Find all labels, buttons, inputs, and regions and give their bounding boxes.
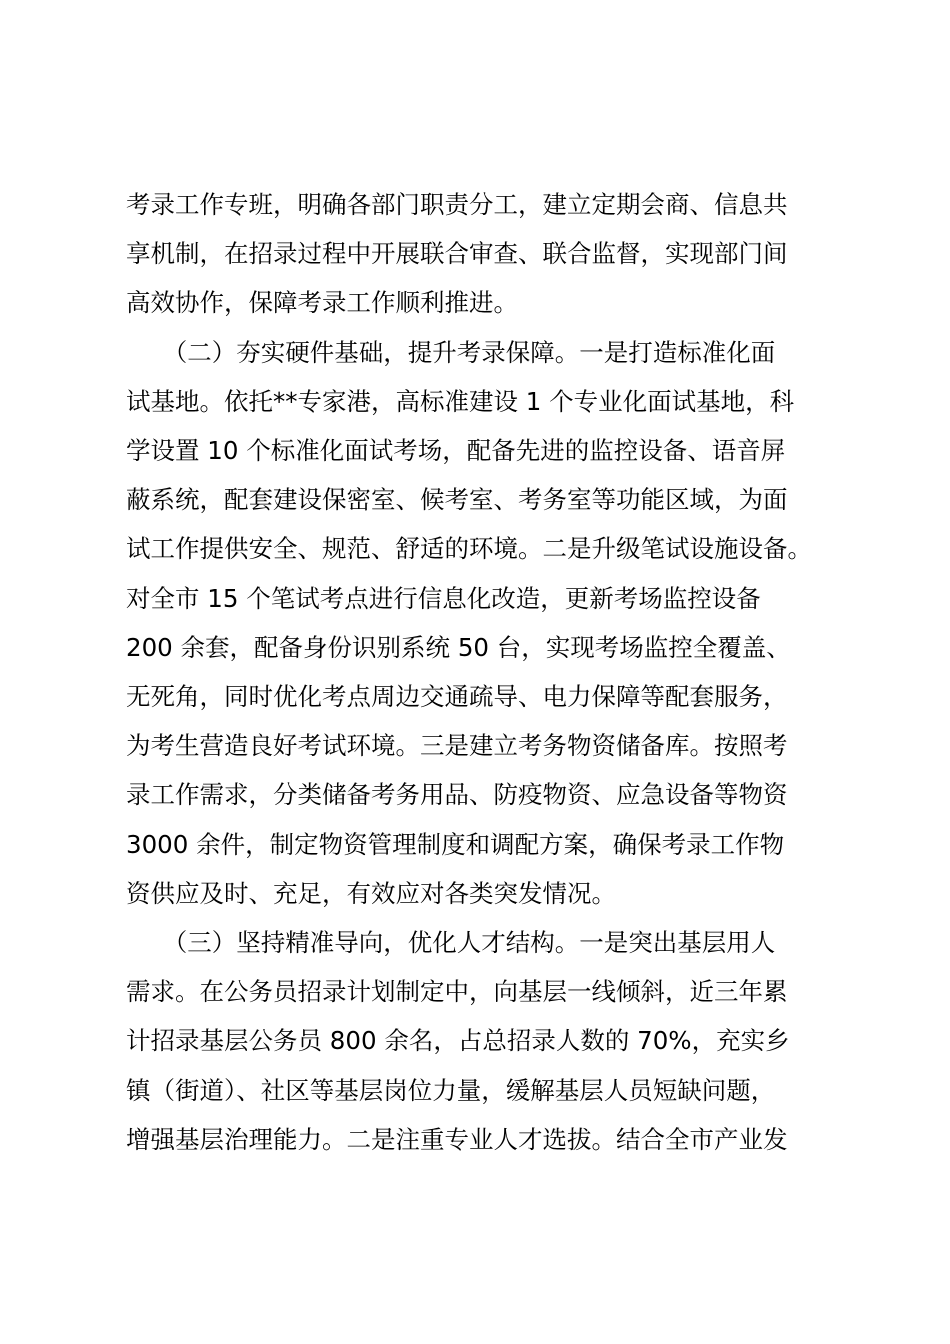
- text-line: 增强基层治理能力。二是注重专业人才选拔。结合全市产业发: [126, 1124, 788, 1154]
- text-line: 蔽系统，配套建设保密室、候考室、考务室等功能区域，为面: [126, 485, 788, 515]
- text-line: 计招录基层公务员 800 余名，占总招录人数的 70%，充实乡: [126, 1026, 790, 1056]
- text-line: 资供应及时、充足，有效应对各类突发情况。: [126, 878, 616, 908]
- text-line: 为考生营造良好考试环境。三是建立考务物资储备库。按照考: [126, 731, 788, 761]
- text-line: 对全市 15 个笔试考点进行信息化改造，更新考场监控设备: [126, 583, 761, 613]
- text-line: 试基地。依托**专家港，高标准建设 1 个专业化面试基地，科: [126, 386, 795, 416]
- text-line: 录工作需求，分类储备考务用品、防疫物资、应急设备等物资: [126, 780, 788, 810]
- text-line: 镇（街道）、社区等基层岗位力量，缓解基层人员短缺问题，: [126, 1075, 776, 1105]
- text-line: 学设置 10 个标准化面试考场，配备先进的监控设备、语音屏: [126, 436, 786, 466]
- text-line: 考录工作专班，明确各部门职责分工，建立定期会商、信息共: [126, 190, 788, 219]
- text-line: 200 余套，配备身份识别系统 50 台，实现考场监控全覆盖、: [126, 632, 791, 662]
- section-heading-line: （二）夯实硬件基础，提升考录保障。一是打造标准化面: [126, 337, 776, 367]
- text-line: 无死角，同时优化考点周边交通疏导、电力保障等配套服务，: [126, 682, 788, 712]
- text-line: 需求。在公务员招录计划制定中，向基层一线倾斜，近三年累: [126, 977, 788, 1007]
- text-line: 高效协作，保障考录工作顺利推进。: [126, 288, 518, 318]
- text-line: 3000 余件，制定物资管理制度和调配方案，确保考录工作物: [126, 829, 785, 859]
- text-line: 享机制，在招录过程中开展联合审查、联合监督，实现部门间: [126, 239, 788, 269]
- section-heading-line: （三）坚持精准导向，优化人才结构。一是突出基层用人: [126, 928, 776, 958]
- text-line: 试工作提供安全、规范、舒适的环境。二是升级笔试设施设备。: [126, 534, 812, 564]
- document-body: [126, 180, 846, 1164]
